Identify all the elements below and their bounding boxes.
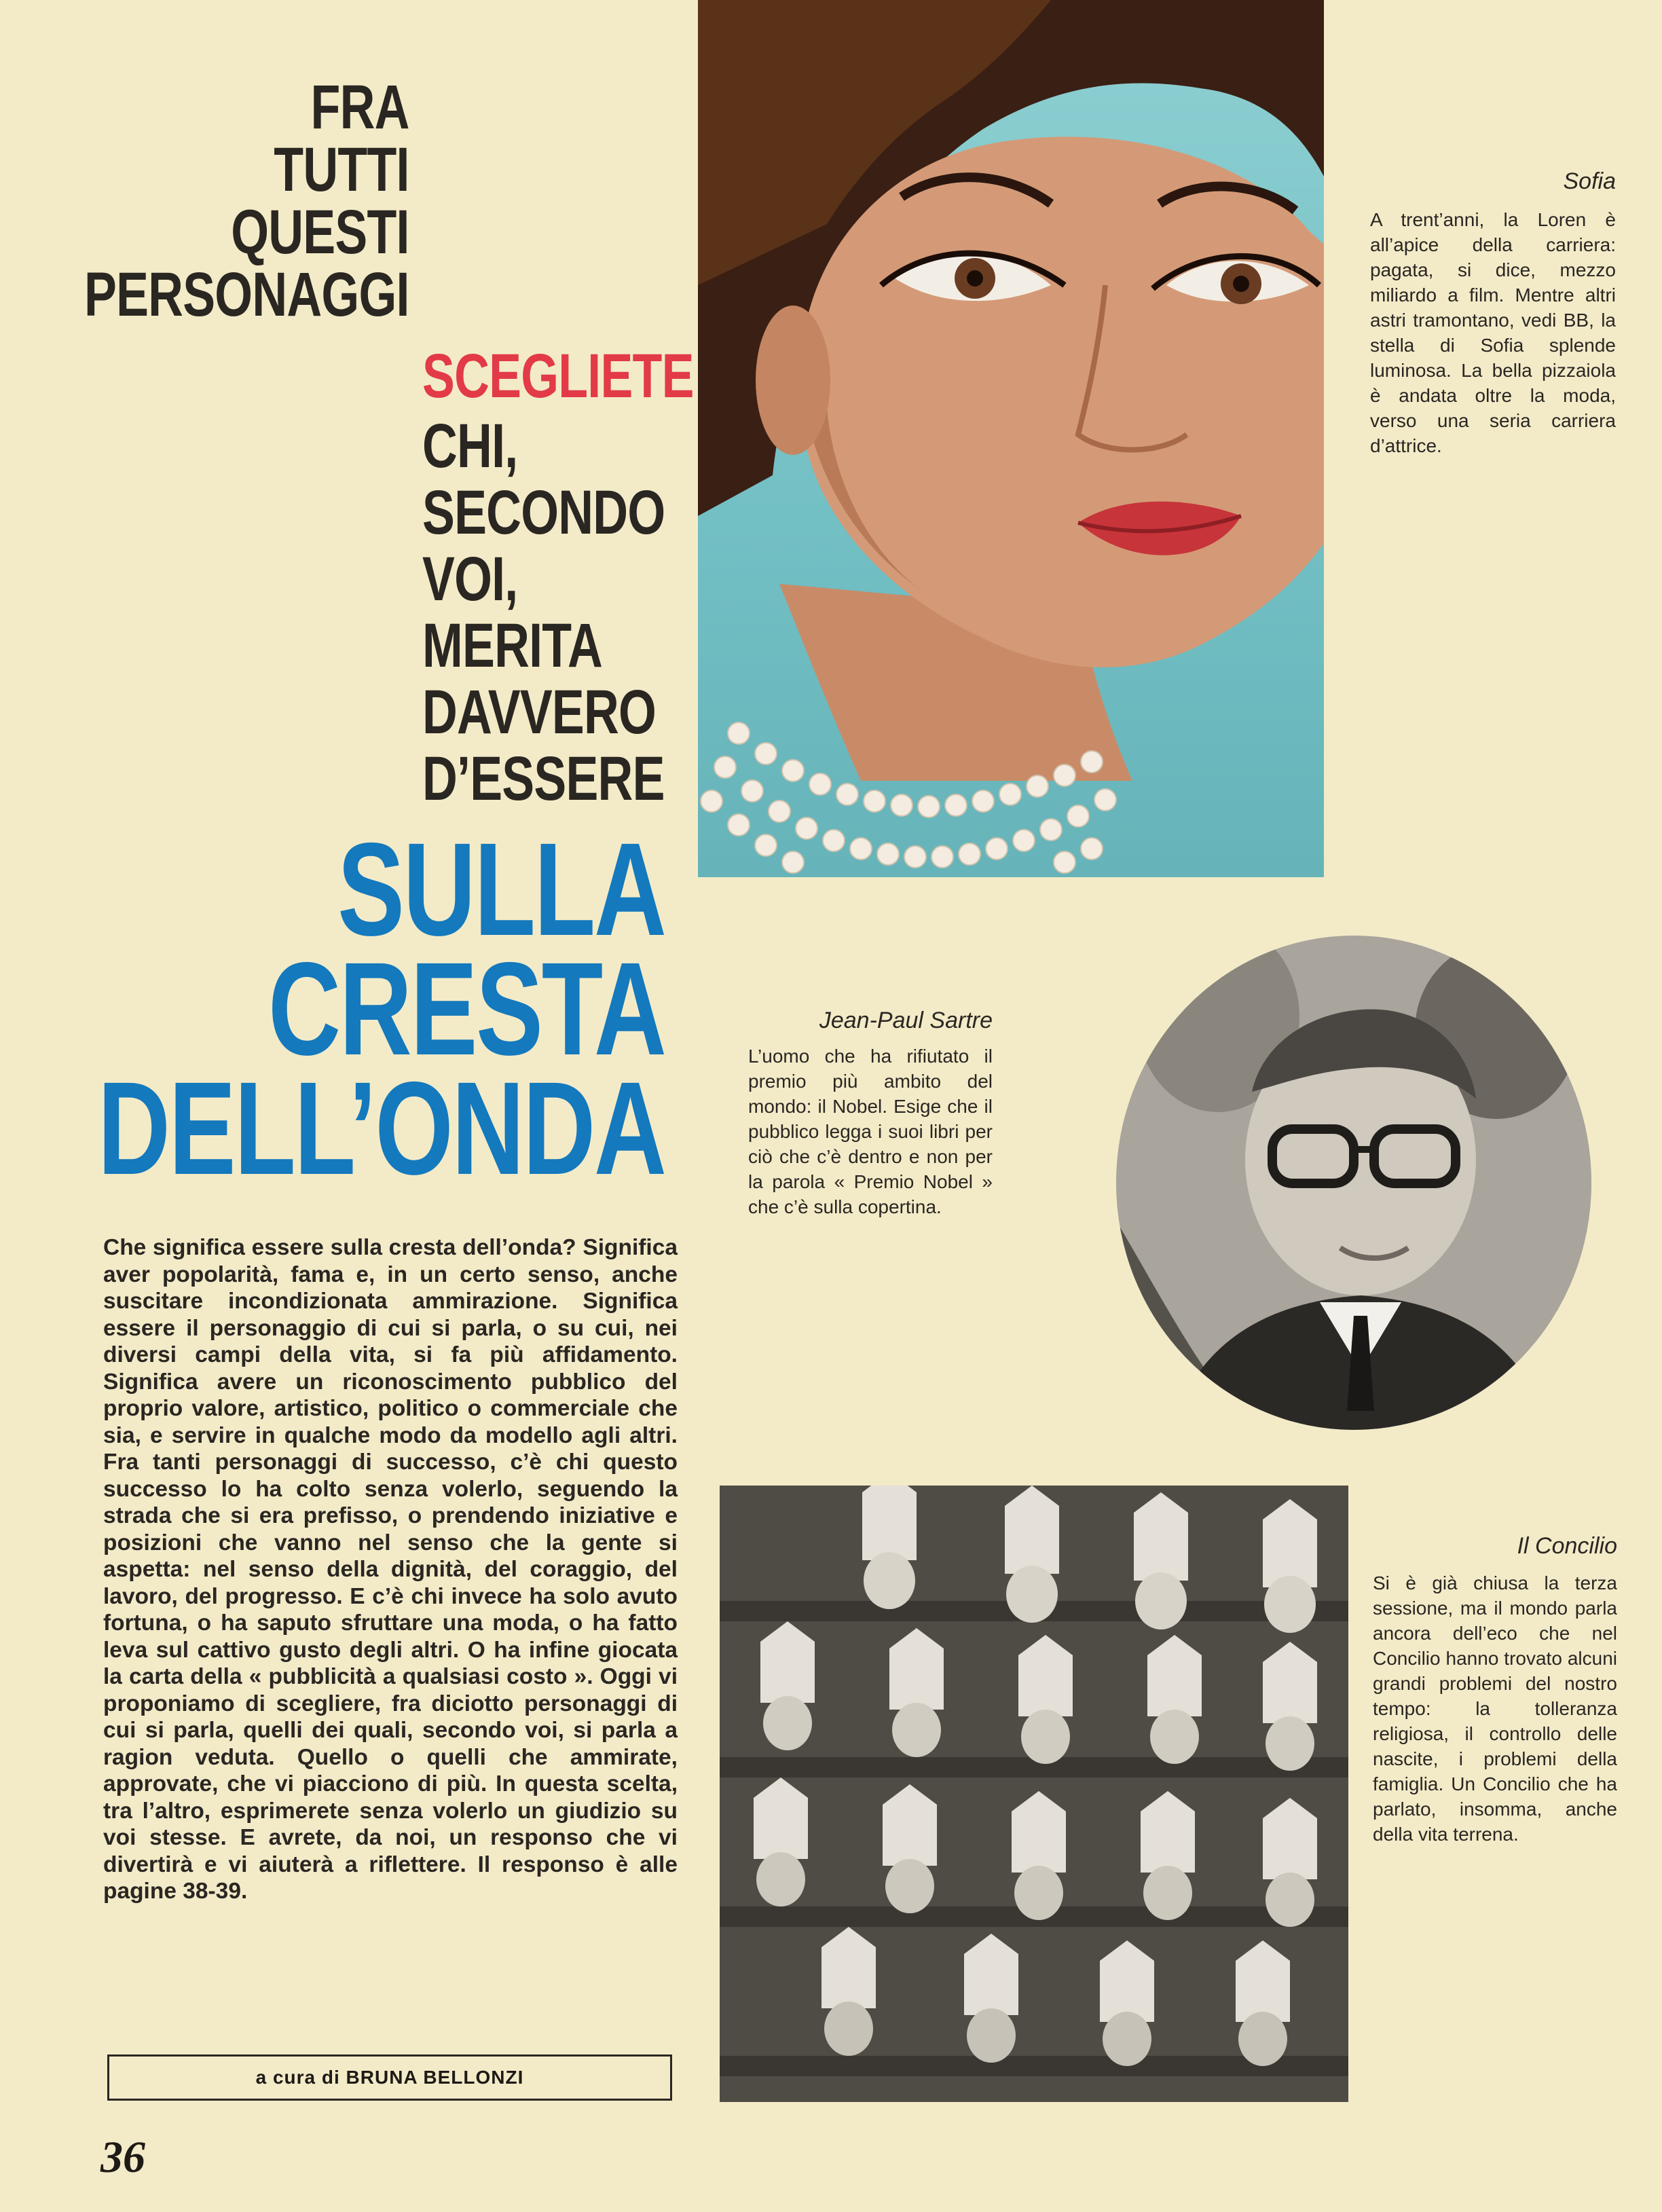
headline-middle-line: VOI, xyxy=(422,545,518,614)
headline-middle-line: D’ESSERE xyxy=(422,744,665,813)
headline-top-line: QUESTI xyxy=(231,198,409,267)
page-number: 36 xyxy=(100,2133,145,2182)
caption-sartre-text: L’uomo che ha rifiutato il premio più ambito del mondo: il Nobel. Esige che il pubblico legga i suoi libri per ciò che c’è dentro e non per la parola « Premio Nobel » che c’è sulla copertina. xyxy=(748,1046,993,1217)
headline-middle-line: MERITA xyxy=(422,611,603,680)
caption-sofia-text: A trent’anni, la Loren è all’apice della carriera: pagata, si dice, mezzo miliardo a film. Mentre altri astri tramontano, vedi BB, la stella di Sofia splende luminosa. La bella pizzaiola è andata oltre la moda, verso una seria carriera d’attrice. xyxy=(1370,209,1616,456)
caption-concilio xyxy=(1373,1533,1617,1847)
headline-top-line: PERSONAGGI xyxy=(84,260,409,329)
portrait-illustration xyxy=(1116,936,1591,1430)
credit-text: a cura di BRUNA BELLONZI xyxy=(255,2067,524,2088)
sofia-loren-photo xyxy=(698,0,1324,877)
caption-sartre-title: Jean-Paul Sartre xyxy=(819,1008,993,1033)
jean-paul-sartre-photo xyxy=(1116,936,1591,1430)
caption-sartre xyxy=(748,1008,993,1219)
headline-title-line: DELL’ONDA xyxy=(98,1054,665,1202)
portrait-illustration xyxy=(698,0,1324,877)
caption-concilio-text: Si è già chiusa la terza sessione, ma il mondo parla ancora dell’eco che nel Concilio hanno trovato alcuni grandi problemi del nostro tempo: la tolleranza religiosa, il controllo delle nascite, i problemi della famiglia. Un Concilio che ha parlato, insomma, anche della vita terrena. xyxy=(1373,1572,1617,1845)
headline-red: SCEGLIETE xyxy=(422,342,694,411)
headline-top-line: TUTTI xyxy=(274,135,409,204)
bishops-illustration xyxy=(720,1486,1348,2102)
headline-top xyxy=(84,73,409,329)
headline-title-line: SULLA xyxy=(337,815,665,963)
headline-top-line: FRA xyxy=(310,73,409,142)
headline-middle-line: CHI, xyxy=(422,411,518,481)
headline-middle-line: SECONDO xyxy=(422,478,665,547)
headline-middle xyxy=(422,413,665,812)
article-body: Che significa essere sulla cresta dell’onda? Significa aver popolarità, fama e, in un certo senso, anche suscitare incondizionata ammirazione. Significa essere il personaggio di cui si parla, o su cui, nei diversi campi della vita, si fa più affidamento. Significa avere un riconoscimento pubblico del proprio valore, artistico, politico o commerciale che sia, e servire in qualche modo da modello agli altri. Fra tanti personaggi di successo, c’è chi questo successo lo ha colto senza volerlo, seguendo la strada che si era prefisso, o prendendo iniziative e posizioni che vanno nel senso che la gente si aspetta: nel senso della dignità, del coraggio, del lavoro, del progresso. E c’è chi invece ha solo avuto fortuna, o ha saputo sfruttare una moda, o ha fatto leva sul cattivo gusto degli altri. O ha infine giocata la carta della « pubblicità a qualsiasi costo ». Oggi vi proponiamo di scegliere, fra diciotto personaggi di cui si parla, quelli dei quali, secondo voi, si parla a ragion veduta. Quello o quelli che ammirate, approvate, che vi piacciono di più. In questa scelta, tra l’altro, esprimerete senza volerlo un giudizio su voi stesse. E avrete, da noi, un responso che vi divertirà e vi aiuterà a riflettere. Il responso è alle pagine 38-39. xyxy=(103,1235,678,1904)
caption-sofia-title: Sofia xyxy=(1563,168,1616,194)
caption-sofia xyxy=(1370,168,1616,458)
headline-title xyxy=(98,815,665,1202)
headline-title-line: CRESTA xyxy=(268,935,665,1083)
concilio-photo xyxy=(720,1486,1348,2102)
headline-middle-line: DAVVERO xyxy=(422,678,657,747)
caption-concilio-title: Il Concilio xyxy=(1517,1533,1617,1559)
credit-box xyxy=(107,2054,672,2101)
